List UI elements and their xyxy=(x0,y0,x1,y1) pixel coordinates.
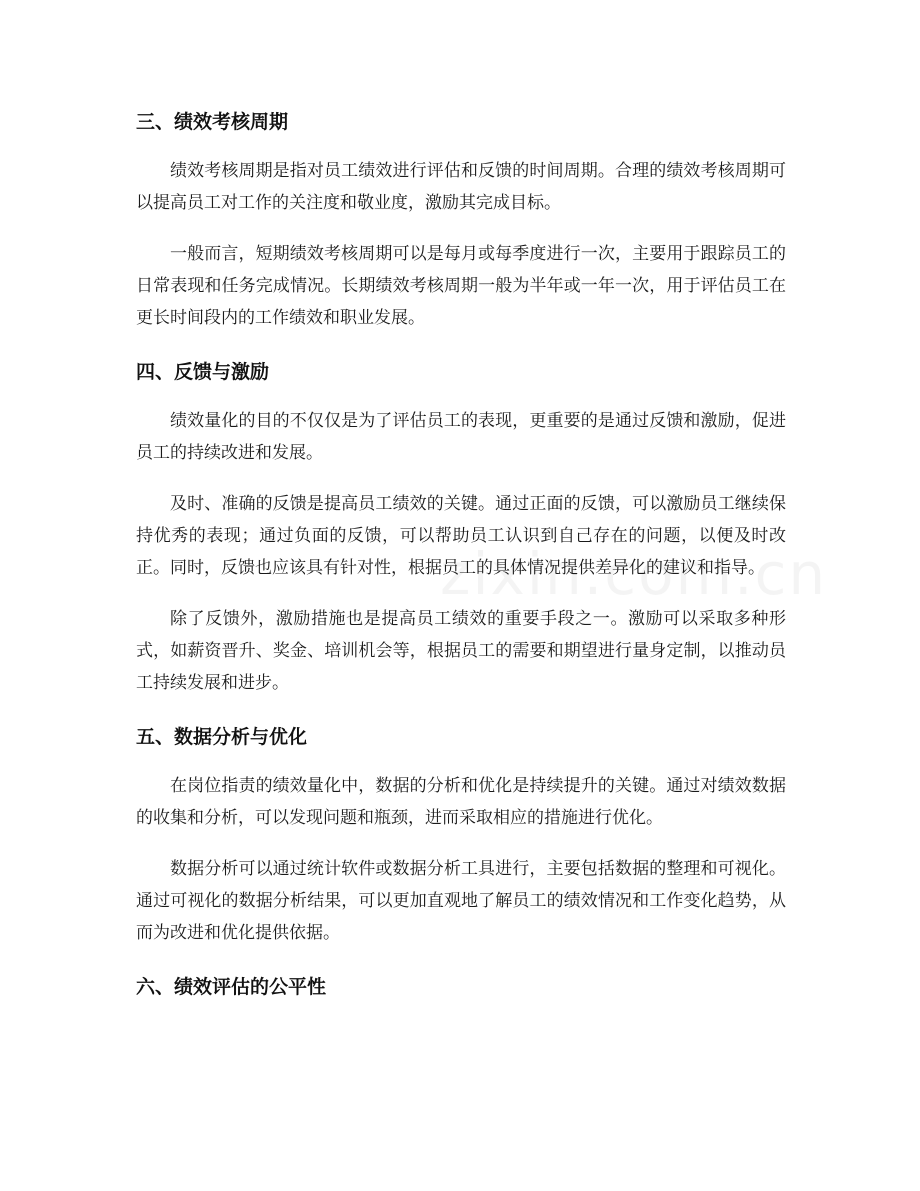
paragraph: 数据分析可以通过统计软件或数据分析工具进行，主要包括数据的整理和可视化。通过可视化的数据分析结果，可以更加直观地了解员工的绩效情况和工作变化趋势，从而为改进和优化提供依据。 xyxy=(136,859,786,943)
paragraph: 绩效量化的目的不仅仅是为了评估员工的表现，更重要的是通过反馈和激励，促进员工的持续改进和发展。 xyxy=(136,411,786,463)
paragraph: 在岗位指责的绩效量化中，数据的分析和优化是持续提升的关键。通过对绩效数据的收集和分析，可以发现问题和瓶颈，进而采取相应的措施进行优化。 xyxy=(136,776,786,828)
section-heading: 四、反馈与激励 xyxy=(136,361,270,383)
section-3 xyxy=(136,103,786,334)
paragraph: 及时、准确的反馈是提高员工绩效的关键。通过正面的反馈，可以激励员工继续保持优秀的表现；通过负面的反馈，可以帮助员工认识到自己存在的问题，以便及时改正。同时，反馈也应该具有针对性，根据员工的具体情况提供差异化的建议和指导。 xyxy=(136,494,786,578)
section-heading: 五、数据分析与优化 xyxy=(136,726,308,748)
section-heading: 三、绩效考核周期 xyxy=(136,111,289,133)
paragraph: 一般而言，短期绩效考核周期可以是每月或每季度进行一次，主要用于跟踪员工的日常表现和任务完成情况。长期绩效考核周期一般为半年或一年一次，用于评估员工在更长时间段内的工作绩效和职业发展。 xyxy=(136,244,786,328)
document-body xyxy=(136,103,786,1020)
paragraph: 绩效考核周期是指对员工绩效进行评估和反馈的时间周期。合理的绩效考核周期可以提高员工对工作的关注度和敬业度，激励其完成目标。 xyxy=(136,161,786,213)
section-4 xyxy=(136,353,786,699)
section-5 xyxy=(136,718,786,949)
section-6 xyxy=(136,968,786,1006)
section-heading: 六、绩效评估的公平性 xyxy=(136,976,327,998)
paragraph: 除了反馈外，激励措施也是提高员工绩效的重要手段之一。激励可以采取多种形式，如薪资晋升、奖金、培训机会等，根据员工的需要和期望进行量身定制，以推动员工持续发展和进步。 xyxy=(136,609,786,693)
